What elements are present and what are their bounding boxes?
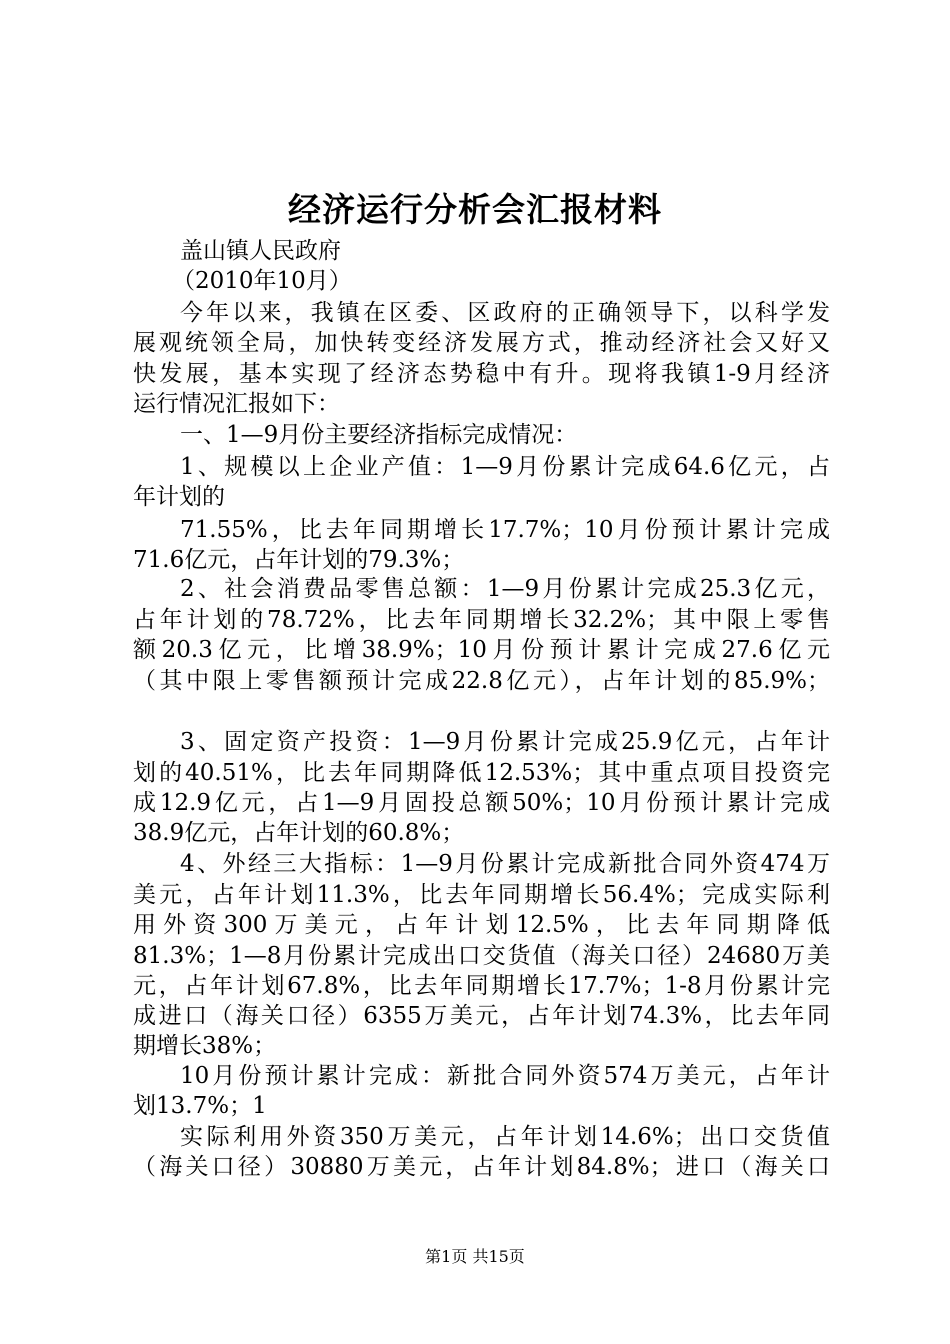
paragraph-line: 今年以来，我镇在区委、区政府的正确领导下，以科学发 [180, 300, 830, 326]
page-footer: 第1页 共15页 [425, 1247, 525, 1266]
paragraph-line: 年计划的 [133, 484, 225, 510]
paragraph-line: 成进口（海关口径）6355万美元，占年计划74.3%，比去年同 [133, 1003, 830, 1029]
paragraph-line: 快发展，基本实现了经济态势稳中有升。现将我镇1-9月经济 [133, 361, 830, 387]
paragraph-line: 成12.9亿元，占1—9月固投总额50%；10月份预计累计完成 [133, 790, 830, 816]
paragraph-line: 1、规模以上企业产值：1—9月份累计完成64.6亿元，占 [180, 454, 830, 480]
section-heading: 一、1—9月份主要经济指标完成情况： [180, 422, 578, 448]
paragraph-line: 4、外经三大指标：1—9月份累计完成新批合同外资474万 [180, 851, 830, 877]
paragraph-line: 3、固定资产投资：1—9月份累计完成25.9亿元，占年计 [180, 729, 830, 755]
paragraph-line: 38.9亿元，占年计划的60.8%； [133, 820, 465, 846]
paragraph-line: 划13.7%；1 [133, 1093, 267, 1119]
paragraph-line: 用外资300万美元，占年计划12.5%，比去年同期降低 [133, 912, 830, 938]
paragraph-line: 展观统领全局，加快转变经济发展方式，推动经济社会又好又 [133, 330, 830, 356]
report-date: （2010年10月） [172, 268, 352, 294]
paragraph-line: 71.6亿元，占年计划的79.3%； [133, 547, 465, 573]
paragraph-line: 额20.3亿元，比增38.9%；10月份预计累计完成27.6亿元 [133, 637, 830, 663]
paragraph-line: 划的40.51%，比去年同期降低12.53%；其中重点项目投资完 [133, 760, 830, 786]
paragraph-line: （海关口径）30880万美元，占年计划84.8%；进口（海关口 [133, 1154, 830, 1180]
paragraph-line: 美元，占年计划11.3%，比去年同期增长56.4%；完成实际利 [133, 882, 830, 908]
paragraph-line: 71.55%，比去年同期增长17.7%；10月份预计累计完成 [180, 517, 830, 543]
paragraph-line: 元，占年计划67.8%，比去年同期增长17.7%；1-8月份累计完 [133, 973, 830, 999]
paragraph-line: 实际利用外资350万美元，占年计划14.6%；出口交货值 [180, 1124, 830, 1150]
paragraph-line: 运行情况汇报如下： [133, 391, 340, 417]
paragraph-line: 占年计划的78.72%，比去年同期增长32.2%；其中限上零售 [133, 607, 830, 633]
paragraph-line: 期增长38%； [133, 1033, 277, 1059]
paragraph-line: 10月份预计累计完成：新批合同外资574万美元，占年计 [180, 1063, 830, 1089]
paragraph-line: （其中限上零售额预计完成22.8亿元），占年计划的85.9%； [133, 668, 830, 694]
paragraph-line: 81.3%；1—8月份累计完成出口交货值（海关口径）24680万美 [133, 943, 830, 969]
paragraph-line: 2、社会消费品零售总额：1—9月份累计完成25.3亿元， [180, 576, 830, 602]
document-title: 经济运行分析会汇报材料 [288, 190, 662, 229]
org-name: 盖山镇人民政府 [180, 238, 341, 264]
